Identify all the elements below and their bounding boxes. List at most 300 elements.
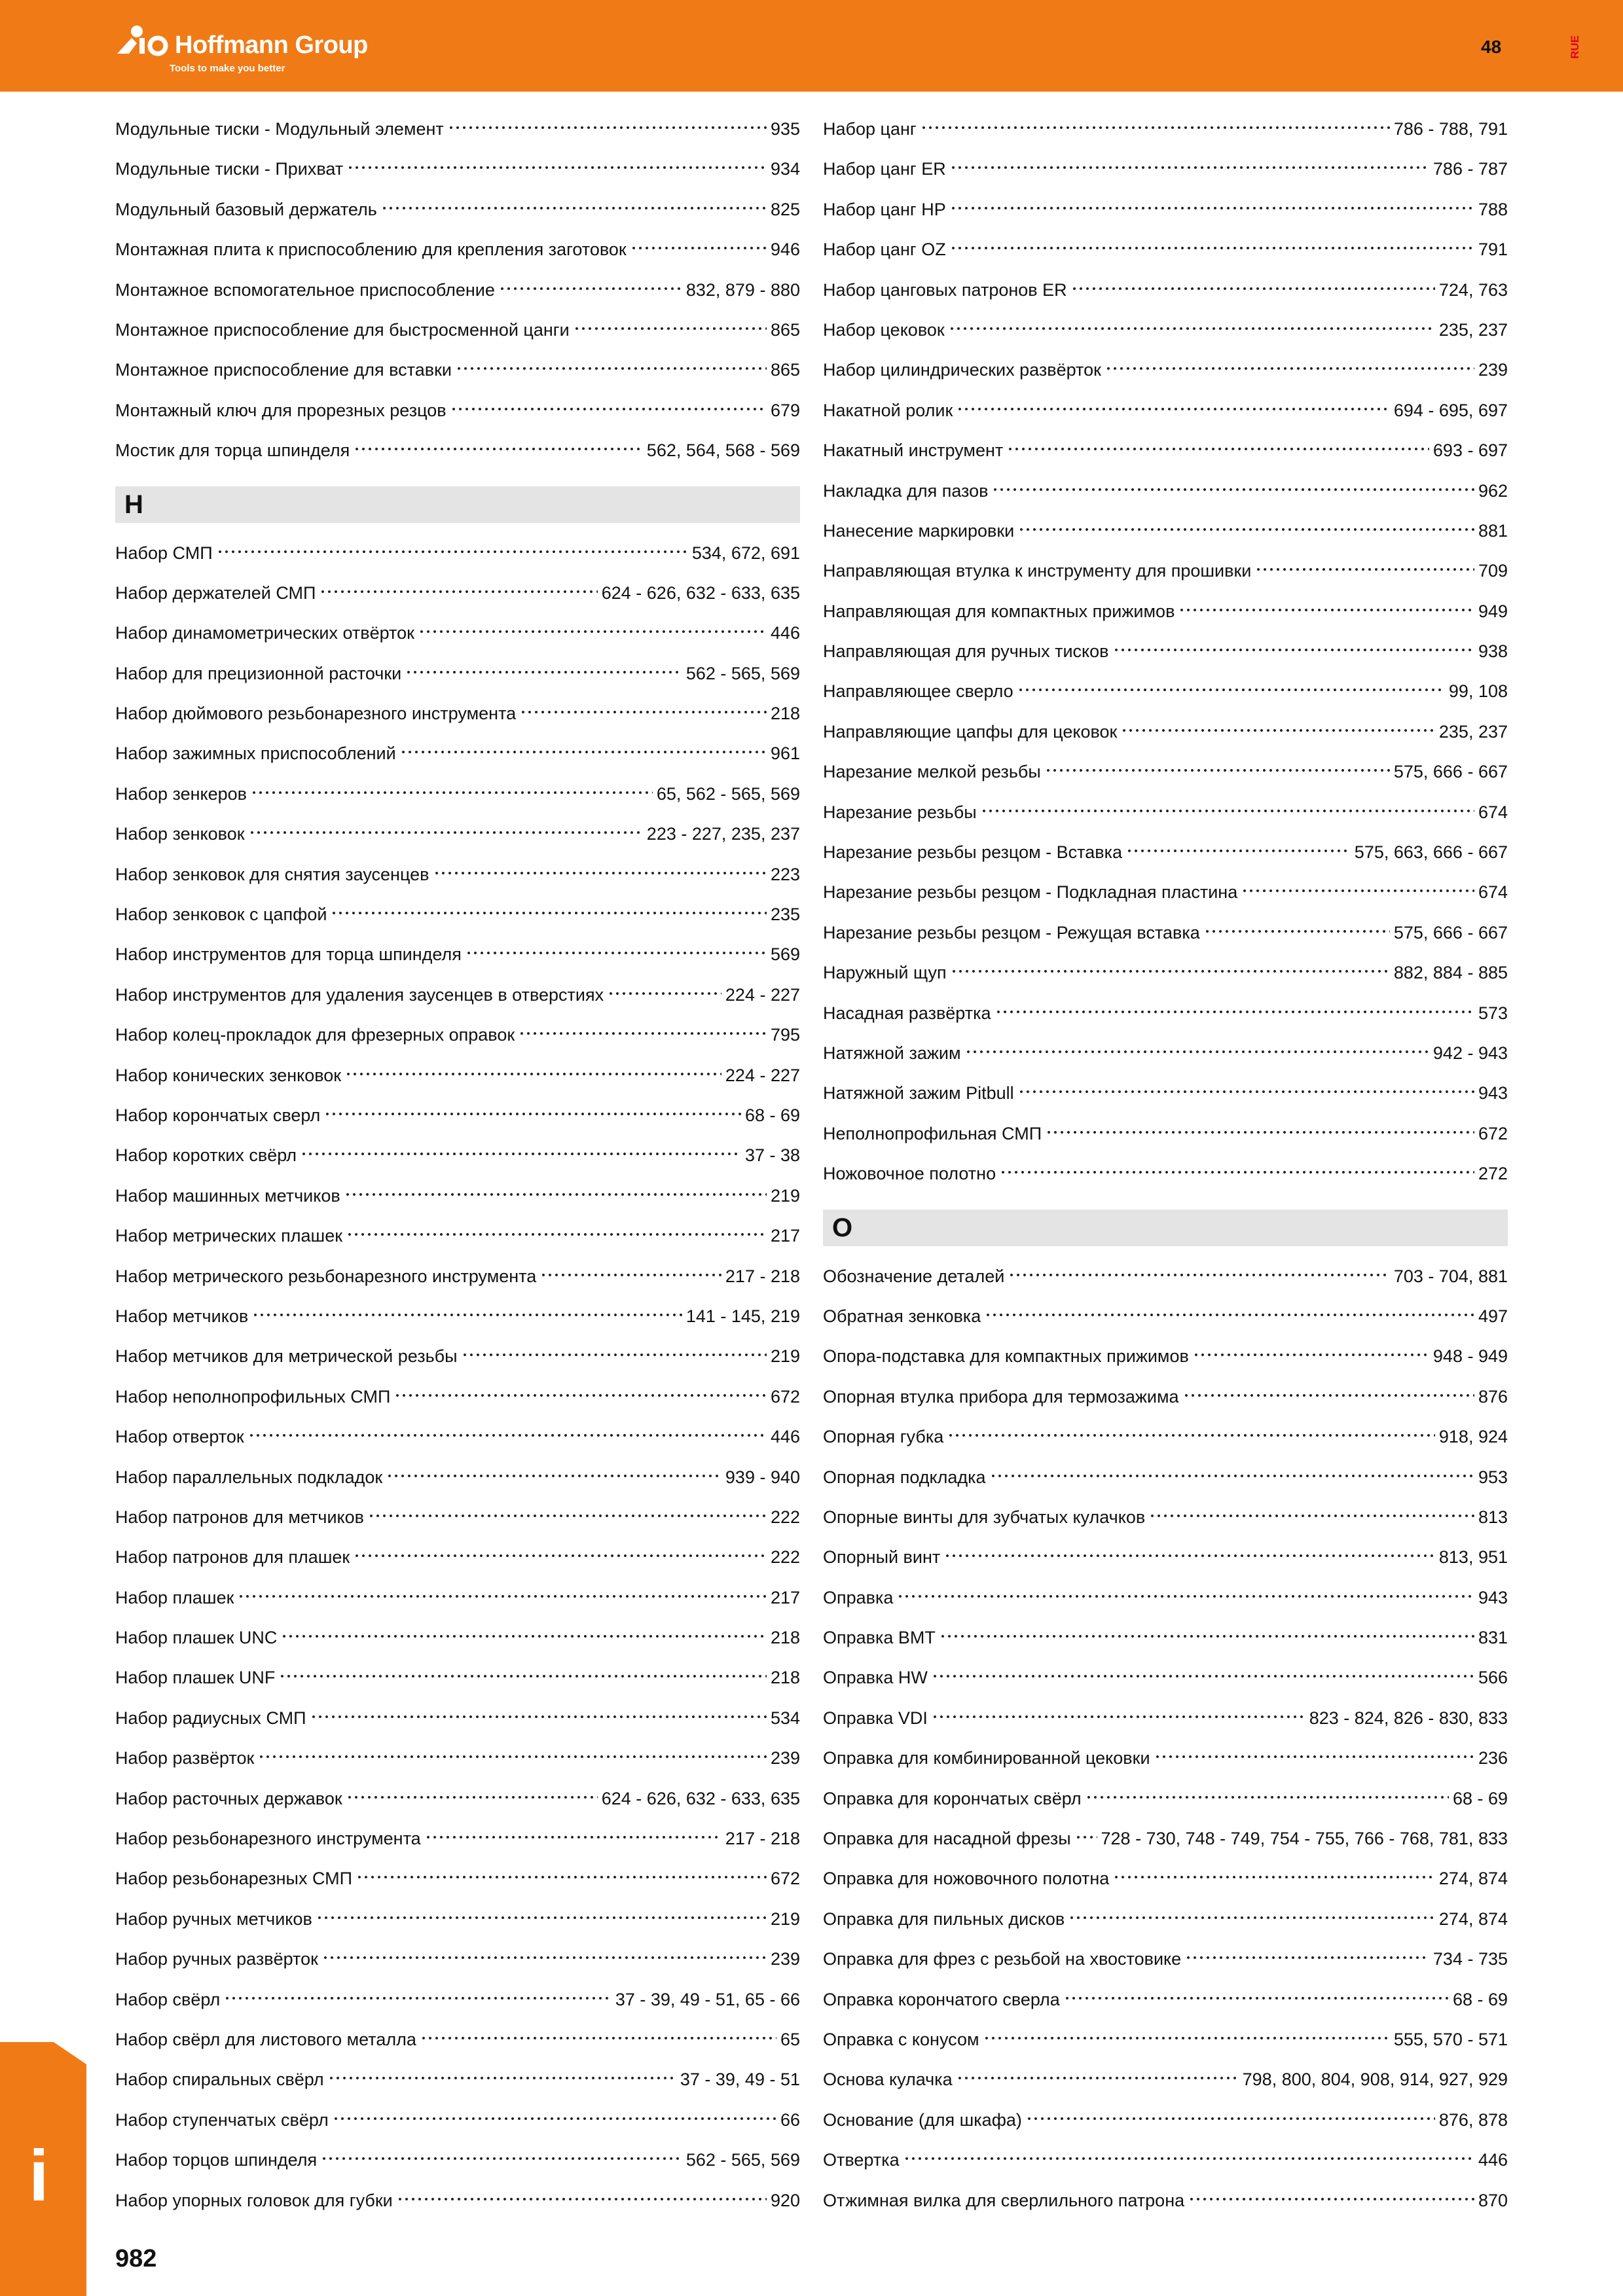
index-entry[interactable] [115, 1458, 800, 1498]
entry-pages[interactable]: 831 [1478, 1628, 1508, 1648]
entry-pages[interactable]: 68 - 69 [1452, 1989, 1508, 2009]
entry-pages[interactable]: 672 [770, 1386, 800, 1407]
entry-term: Накладка для пазов [823, 480, 989, 501]
index-entry[interactable] [115, 694, 800, 734]
entry-pages[interactable]: 219 [770, 1346, 800, 1367]
entry-term: Набор конических зенковок [115, 1065, 342, 1085]
entry-term: Неполнопрофильная СМП [823, 1123, 1042, 1143]
index-group-n [115, 533, 800, 2221]
index-group-n-continued [823, 109, 1508, 1194]
index-entry[interactable] [823, 1114, 1508, 1154]
index-entry[interactable] [823, 672, 1508, 711]
entry-pages[interactable]: 920 [770, 2190, 800, 2210]
entry-pages[interactable]: 791 [1478, 240, 1508, 260]
entry-term: Накатной ролик [823, 400, 953, 420]
index-entry[interactable] [823, 270, 1508, 310]
index-entry[interactable] [823, 712, 1508, 752]
index-entry[interactable] [115, 1216, 800, 1256]
entry-term: Накатный инструмент [823, 440, 1004, 461]
entry-pages[interactable]: 870 [1478, 2190, 1508, 2210]
index-entry[interactable] [823, 391, 1508, 431]
index-entry[interactable] [115, 774, 800, 814]
entry-pages[interactable]: 222 [770, 1507, 800, 1527]
index-entry[interactable] [823, 511, 1508, 551]
index-entry[interactable] [823, 1377, 1508, 1417]
entry-term: Обозначение деталей [823, 1266, 1005, 1286]
index-entry[interactable] [115, 1096, 800, 1136]
dot-leader [249, 830, 643, 835]
dot-leader [354, 1553, 767, 1558]
index-entry[interactable] [823, 1537, 1508, 1577]
entry-pages[interactable]: 942 - 943 [1432, 1043, 1508, 1063]
entry-pages[interactable]: 943 [1478, 1587, 1508, 1607]
dot-leader [450, 406, 767, 412]
entry-pages[interactable]: 825 [770, 199, 800, 219]
entry-term: Набор плашек UNC [115, 1628, 278, 1648]
entry-pages[interactable]: 446 [770, 623, 800, 643]
entry-pages[interactable]: 624 - 626, 632 - 633, 635 [601, 583, 800, 603]
index-entry[interactable] [823, 1578, 1508, 1618]
entry-pages[interactable]: 573 [1478, 1003, 1508, 1023]
dot-leader [897, 1594, 1474, 1599]
entry-pages[interactable]: 694 - 695, 697 [1393, 400, 1508, 420]
entry-pages[interactable]: 709 [1478, 561, 1508, 581]
index-entry[interactable] [115, 109, 800, 149]
dot-leader [574, 326, 767, 331]
dot-leader [1071, 286, 1435, 291]
entry-term: Оправка [823, 1587, 894, 1607]
dot-leader [1026, 2116, 1435, 2121]
dot-leader [347, 165, 767, 170]
entry-term: Оправка с конусом [823, 2029, 979, 2049]
entry-pages[interactable]: 865 [770, 360, 800, 380]
index-entry[interactable] [823, 2100, 1508, 2140]
index-entry[interactable] [823, 2060, 1508, 2100]
entry-pages[interactable]: 272 [1478, 1164, 1508, 1184]
index-entry[interactable] [823, 1033, 1508, 1073]
dot-leader [499, 286, 682, 291]
entry-term: Набор плашек UNF [115, 1668, 276, 1688]
entry-pages[interactable]: 798, 800, 804, 908, 914, 927, 929 [1242, 2070, 1508, 2090]
dot-leader [397, 2197, 767, 2202]
entry-pages[interactable]: 235, 237 [1438, 319, 1508, 340]
index-entry[interactable] [115, 814, 800, 854]
dot-leader [344, 1192, 767, 1197]
entry-term: Набор цанг OZ [823, 240, 946, 260]
index-entry[interactable] [115, 1015, 800, 1055]
index-entry[interactable] [823, 1819, 1508, 1859]
index-entry[interactable] [823, 2020, 1508, 2060]
dot-leader [420, 2036, 776, 2041]
entry-term: Набор цанг ER [823, 159, 946, 179]
index-group-o [823, 1257, 1508, 2221]
index-entry[interactable] [823, 632, 1508, 672]
entry-term: Набор радиусных СМП [115, 1708, 306, 1728]
dot-leader [394, 1393, 767, 1398]
entry-pages[interactable]: 569 [770, 944, 800, 965]
index-entry[interactable] [823, 913, 1508, 953]
entry-pages[interactable]: 961 [770, 744, 800, 764]
dot-leader [608, 991, 721, 996]
entry-term: Отжимная вилка для сверлильного патрона [823, 2190, 1185, 2210]
index-entry[interactable] [823, 2181, 1508, 2221]
index-entry[interactable] [115, 350, 800, 390]
entry-pages[interactable]: 222 [770, 1547, 800, 1568]
entry-pages[interactable]: 217 [770, 1226, 800, 1246]
index-entry[interactable] [823, 1297, 1508, 1336]
entry-pages[interactable]: 728 - 730, 748 - 749, 754 - 755, 766 - 768, 781, 833 [1101, 1829, 1508, 1849]
index-entry[interactable] [115, 734, 800, 774]
index-entry[interactable] [115, 1578, 800, 1618]
index-entry[interactable] [115, 1056, 800, 1096]
entry-pages[interactable]: 224 - 227 [725, 984, 800, 1005]
entry-term: Монтажная плита к приспособлению для крепления заготовок [115, 240, 627, 260]
index-entry[interactable] [115, 1738, 800, 1778]
index-entry[interactable] [115, 855, 800, 895]
index-entry[interactable] [823, 1417, 1508, 1457]
entry-pages[interactable]: 918, 924 [1438, 1427, 1508, 1447]
entry-pages[interactable]: 938 [1478, 641, 1508, 662]
entry-pages[interactable]: 949 [1478, 601, 1508, 621]
dot-leader [957, 2075, 1239, 2081]
index-entry[interactable] [115, 1417, 800, 1457]
entry-term: Набор патронов для метчиков [115, 1507, 365, 1527]
index-entry[interactable] [115, 1899, 800, 1939]
index-entry[interactable] [115, 2181, 800, 2221]
dot-leader [995, 1009, 1474, 1014]
entry-pages[interactable]: 935 [770, 119, 800, 139]
index-entry[interactable] [115, 310, 800, 350]
entry-pages[interactable]: 575, 666 - 667 [1393, 762, 1508, 782]
index-entry[interactable] [115, 895, 800, 935]
index-entry[interactable] [115, 1297, 800, 1336]
entry-pages[interactable]: 235, 237 [1438, 721, 1508, 742]
entry-pages[interactable]: 679 [770, 400, 800, 420]
entry-pages[interactable]: 219 [770, 1185, 800, 1206]
entry-pages[interactable]: 575, 663, 666 - 667 [1354, 842, 1508, 863]
entry-pages[interactable]: 534, 672, 691 [691, 543, 800, 563]
entry-pages[interactable]: 219 [770, 1909, 800, 1929]
index-entry[interactable] [823, 310, 1508, 350]
entry-pages[interactable]: 624 - 626, 632 - 633, 635 [601, 1788, 800, 1808]
entry-term: Модульные тиски - Модульный элемент [115, 119, 444, 139]
dot-leader [1018, 1089, 1474, 1094]
entry-term: Набор параллельных подкладок [115, 1467, 383, 1487]
index-entry[interactable] [115, 573, 800, 613]
index-entry[interactable] [115, 1980, 800, 2020]
entry-pages[interactable]: 734 - 735 [1432, 1949, 1508, 1969]
dot-leader [448, 125, 767, 130]
entry-pages[interactable]: 223 [770, 864, 800, 884]
entry-pages[interactable]: 562 - 565, 569 [685, 2150, 800, 2170]
entry-term: Оправка для пильных дисков [823, 1909, 1065, 1929]
entry-pages[interactable]: 882, 884 - 885 [1393, 963, 1508, 983]
entry-term: Набор коротких свёрл [115, 1145, 297, 1166]
entry-pages[interactable]: 674 [1478, 882, 1508, 903]
page-number: 982 [115, 2245, 157, 2272]
entry-pages[interactable]: 446 [770, 1427, 800, 1447]
entry-pages[interactable]: 813, 951 [1438, 1547, 1508, 1568]
index-entry[interactable] [115, 1498, 800, 1537]
index-entry[interactable] [823, 230, 1508, 270]
index-entry[interactable] [115, 1698, 800, 1738]
index-entry[interactable] [823, 1779, 1508, 1819]
index-entry[interactable] [823, 1980, 1508, 2020]
entry-term: Нарезание резьбы резцом - Режущая вставка [823, 922, 1200, 942]
entry-pages[interactable]: 674 [1478, 802, 1508, 822]
entry-term: Набор цанг [823, 119, 917, 139]
entry-term: Оправка для ножовочного полотна [823, 1869, 1110, 1889]
entry-pages[interactable]: 65, 562 - 565, 569 [656, 783, 800, 804]
entry-pages[interactable]: 948 - 949 [1432, 1346, 1508, 1367]
index-entry[interactable] [115, 1377, 800, 1417]
index-entry[interactable] [823, 793, 1508, 833]
dot-leader [462, 1352, 767, 1357]
entry-pages[interactable]: 555, 570 - 571 [1393, 2029, 1508, 2049]
entry-pages[interactable]: 239 [1478, 360, 1508, 380]
index-entry[interactable] [115, 533, 800, 573]
entry-pages[interactable]: 934 [770, 159, 800, 179]
dot-leader [932, 1714, 1305, 1719]
entry-term: Оправка для фрез с резьбой на хвостовике [823, 1949, 1182, 1969]
index-entry[interactable] [823, 1698, 1508, 1738]
index-entry[interactable] [823, 149, 1508, 189]
header-bar [0, 0, 1623, 92]
entry-pages[interactable]: 823 - 824, 826 - 830, 833 [1309, 1708, 1508, 1728]
index-entry[interactable] [115, 1819, 800, 1859]
entry-pages[interactable]: 865 [770, 319, 800, 340]
entry-term: Набор неполнопрофильных СМП [115, 1386, 391, 1407]
dot-leader [1105, 366, 1474, 371]
entry-pages[interactable]: 672 [770, 1869, 800, 1889]
entry-pages[interactable]: 37 - 39, 49 - 51 [680, 2070, 800, 2090]
entry-pages[interactable]: 217 - 218 [725, 1266, 800, 1286]
entry-pages[interactable]: 876, 878 [1438, 2109, 1508, 2130]
entry-term: Набор ступенчатых свёрл [115, 2109, 329, 2130]
dot-leader [433, 870, 767, 876]
entry-pages[interactable]: 562, 564, 568 - 569 [646, 440, 800, 461]
entry-pages[interactable]: 99, 108 [1448, 681, 1508, 702]
dot-leader [990, 1473, 1474, 1479]
index-entry[interactable] [115, 190, 800, 230]
index-entry[interactable] [115, 975, 800, 1015]
entry-term: Основа кулачка [823, 2070, 953, 2090]
entry-term: Набор машинных метчиков [115, 1185, 340, 1206]
dot-leader [1185, 1955, 1429, 1960]
index-entry[interactable] [823, 872, 1508, 912]
entry-term: Набор динамометрических отвёрток [115, 623, 414, 643]
index-entry[interactable] [823, 1458, 1508, 1498]
index-entry[interactable] [115, 935, 800, 975]
entry-term: Нарезание резьбы резцом - Подкладная пластина [823, 882, 1238, 903]
entry-pages[interactable]: 962 [1478, 480, 1508, 501]
index-entry[interactable] [115, 654, 800, 694]
entry-pages[interactable]: 813 [1478, 1507, 1508, 1527]
dot-leader [630, 245, 767, 251]
entry-term: Набор зенкеров [115, 783, 247, 804]
dot-leader [425, 1835, 721, 1840]
entry-pages[interactable]: 534 [770, 1708, 800, 1728]
index-entry[interactable] [823, 1899, 1508, 1939]
entry-term: Модульный базовый держатель [115, 199, 377, 219]
index-entry[interactable] [823, 1154, 1508, 1194]
entry-term: Набор плашек [115, 1587, 234, 1607]
entry-pages[interactable]: 37 - 38 [744, 1145, 800, 1166]
entry-term: Набор резьбонарезного инструмента [115, 1829, 421, 1849]
index-entry[interactable] [823, 1073, 1508, 1113]
entry-pages[interactable]: 274, 874 [1438, 1909, 1508, 1929]
entry-term: Набор держателей СМП [115, 583, 316, 603]
entry-pages[interactable]: 274, 874 [1438, 1869, 1508, 1889]
entry-pages[interactable]: 446 [1478, 2150, 1508, 2170]
entry-pages[interactable]: 795 [770, 1025, 800, 1045]
index-entry[interactable] [823, 752, 1508, 792]
entry-term: Набор зажимных приспособлений [115, 744, 396, 764]
index-entry[interactable] [823, 1658, 1508, 1698]
index-entry[interactable] [115, 2020, 800, 2060]
index-entry[interactable] [115, 1618, 800, 1658]
entry-pages[interactable]: 223 - 227, 235, 237 [646, 824, 800, 844]
dot-leader [985, 1312, 1474, 1318]
index-entry[interactable] [823, 994, 1508, 1033]
index-entry[interactable] [823, 2140, 1508, 2180]
entry-pages[interactable]: 562 - 565, 569 [685, 663, 800, 683]
dot-leader [368, 1513, 767, 1518]
dot-leader [456, 366, 767, 371]
dot-leader [418, 629, 767, 634]
entry-pages[interactable]: 217 [770, 1587, 800, 1607]
index-entry[interactable] [823, 1498, 1508, 1537]
dot-leader [1204, 929, 1390, 934]
index-entry[interactable] [115, 1859, 800, 1899]
index-entry[interactable] [115, 391, 800, 431]
entry-pages[interactable]: 939 - 940 [725, 1467, 800, 1487]
entry-pages[interactable]: 218 [770, 704, 800, 724]
dot-leader [301, 1151, 741, 1157]
entry-term: Набор цековок [823, 319, 945, 340]
entry-pages[interactable]: 786 - 787 [1432, 159, 1508, 179]
index-entry[interactable] [823, 471, 1508, 511]
entry-pages[interactable]: 141 - 145, 219 [685, 1306, 800, 1326]
entry-pages[interactable]: 703 - 704, 881 [1393, 1266, 1508, 1286]
index-entry[interactable] [115, 149, 800, 189]
entry-term: Опорные винты для зубчатых кулачков [823, 1507, 1146, 1527]
index-entry[interactable] [823, 109, 1508, 149]
entry-pages[interactable]: 68 - 69 [744, 1105, 800, 1125]
entry-pages[interactable]: 66 [780, 2109, 800, 2130]
entry-pages[interactable]: 953 [1478, 1467, 1508, 1487]
entry-pages[interactable]: 65 [780, 2029, 800, 2049]
entry-pages[interactable]: 224 - 227 [725, 1065, 800, 1085]
entry-pages[interactable]: 236 [1478, 1748, 1508, 1768]
entry-pages[interactable]: 946 [770, 240, 800, 260]
entry-pages[interactable]: 235 [770, 905, 800, 925]
index-entry[interactable] [823, 190, 1508, 230]
entry-pages[interactable]: 943 [1478, 1083, 1508, 1103]
index-entry[interactable] [823, 1618, 1508, 1658]
index-entry[interactable] [115, 2140, 800, 2180]
index-entry[interactable] [823, 1939, 1508, 1979]
dot-leader [248, 1433, 767, 1438]
entry-term: Натяжной зажим Pitbull [823, 1083, 1014, 1103]
index-entry[interactable] [115, 2060, 800, 2100]
index-entry[interactable] [823, 431, 1508, 471]
index-entry[interactable] [823, 592, 1508, 632]
dot-leader [217, 549, 688, 554]
dot-leader [1017, 687, 1445, 692]
index-entry[interactable] [115, 230, 800, 270]
dot-leader [346, 1232, 767, 1237]
entry-pages[interactable]: 832, 879 - 880 [685, 279, 800, 300]
entry-pages[interactable]: 693 - 697 [1432, 440, 1508, 461]
entry-pages[interactable]: 497 [1478, 1306, 1508, 1326]
index-entry[interactable] [115, 1257, 800, 1297]
dot-leader [921, 125, 1390, 130]
entry-term: Нанесение маркировки [823, 520, 1015, 541]
entry-pages[interactable]: 217 - 218 [725, 1829, 800, 1849]
index-entry[interactable] [823, 833, 1508, 872]
index-entry[interactable] [823, 1859, 1508, 1899]
entry-term: Набор свёрл для листового металла [115, 2029, 416, 2049]
entry-pages[interactable]: 786 - 788, 791 [1393, 119, 1508, 139]
entry-pages[interactable]: 37 - 39, 49 - 51, 65 - 66 [615, 1989, 800, 2009]
index-entry[interactable] [115, 1939, 800, 1979]
dot-leader [224, 1996, 611, 2001]
entry-pages[interactable]: 239 [770, 1949, 800, 1969]
entry-pages[interactable]: 218 [770, 1628, 800, 1648]
entry-pages[interactable]: 239 [770, 1748, 800, 1768]
entry-term: Набор расточных державок [115, 1788, 342, 1808]
hoffmann-logo-icon [115, 24, 170, 58]
index-entry[interactable] [115, 1537, 800, 1577]
index-entry[interactable] [823, 1257, 1508, 1297]
entry-pages[interactable]: 68 - 69 [1452, 1788, 1508, 1808]
index-entry[interactable] [115, 613, 800, 653]
index-column-left [115, 109, 800, 2221]
entry-pages[interactable]: 724, 763 [1438, 279, 1508, 300]
info-icon: i [29, 2136, 49, 2216]
entry-pages[interactable]: 575, 666 - 667 [1393, 922, 1508, 942]
index-entry[interactable] [823, 551, 1508, 591]
entry-pages[interactable]: 788 [1478, 199, 1508, 219]
index-entry[interactable] [115, 2100, 800, 2140]
dot-leader [1046, 1130, 1474, 1135]
entry-term: Набор зенковок с цапфой [115, 905, 327, 925]
index-entry[interactable] [823, 953, 1508, 993]
index-entry[interactable] [115, 1176, 800, 1216]
dot-leader [1018, 527, 1474, 532]
index-entry[interactable] [823, 1336, 1508, 1376]
entry-pages[interactable]: 566 [1478, 1668, 1508, 1688]
dot-leader [957, 406, 1390, 412]
index-entry[interactable] [823, 350, 1508, 390]
entry-pages[interactable]: 881 [1478, 520, 1508, 541]
index-entry[interactable] [115, 431, 800, 471]
dot-leader [1183, 1393, 1474, 1398]
dot-leader [465, 950, 767, 956]
index-entry[interactable] [115, 1336, 800, 1376]
index-entry[interactable] [115, 1779, 800, 1819]
index-entry[interactable] [115, 1136, 800, 1175]
index-entry[interactable] [115, 1658, 800, 1698]
index-column-right [823, 109, 1508, 2221]
index-entry[interactable] [115, 270, 800, 310]
entry-pages[interactable]: 672 [1478, 1123, 1508, 1143]
entry-pages[interactable]: 876 [1478, 1386, 1508, 1407]
index-entry[interactable] [823, 1738, 1508, 1778]
entry-term: Оправка BMT [823, 1628, 936, 1648]
entry-pages[interactable]: 218 [770, 1668, 800, 1688]
